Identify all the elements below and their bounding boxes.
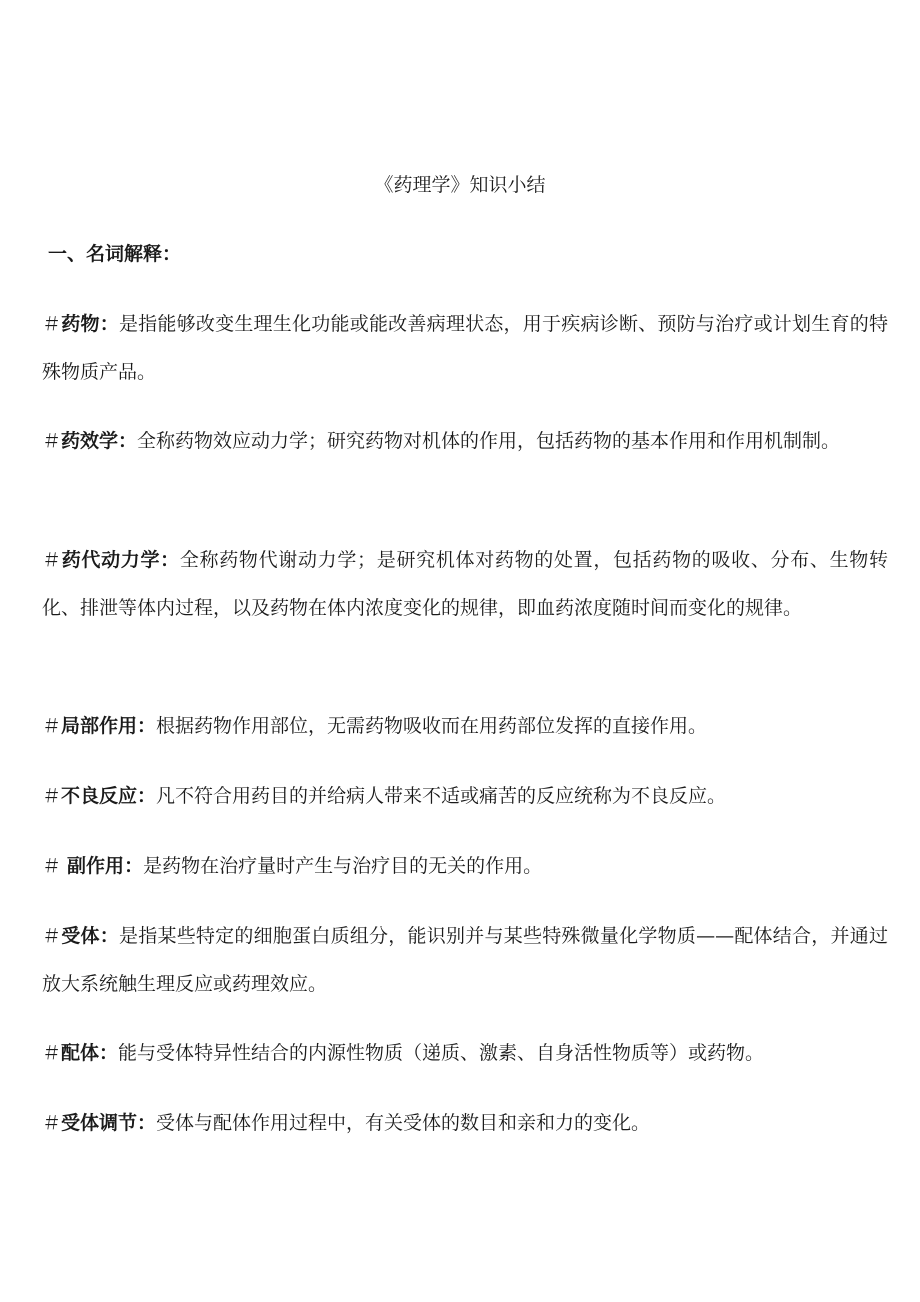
- entry-definition: 全称药物效应动力学；研究药物对机体的作用，包括药物的基本作用和作用机制制。: [137, 430, 841, 452]
- definition-entry-local-action: [42, 703, 888, 751]
- entry-separator: ：: [118, 430, 138, 452]
- entry-separator: ：: [124, 855, 144, 877]
- entry-marker: ＃: [42, 430, 62, 452]
- entry-separator: ：: [99, 1042, 119, 1064]
- entry-definition: 受体与配体作用过程中，有关受体的数目和亲和力的变化。: [156, 1112, 651, 1134]
- entry-marker: ＃: [42, 549, 62, 571]
- definition-entry-pharmacodynamics: [42, 418, 888, 466]
- entry-definition: 根据药物作用部位，无需药物吸收而在用药部位发挥的直接作用。: [156, 715, 708, 737]
- definition-entry-side-effect: [42, 843, 888, 891]
- section-heading: 一、名词解释：: [48, 243, 182, 265]
- entry-marker: ＃: [42, 313, 62, 335]
- entry-term: 药物: [61, 313, 100, 335]
- document-title: 《药理学》知识小结: [374, 174, 546, 196]
- entry-definition: 是药物在治疗量时产生与治疗目的无关的作用。: [143, 855, 543, 877]
- entry-definition: 是指能够改变生理生化功能或能改善病理状态，用于疾病诊断、预防与治疗或计划生育的特殊物质产品。: [42, 313, 888, 383]
- entry-separator: ：: [160, 549, 180, 571]
- entry-marker: ＃: [42, 785, 62, 807]
- definition-entry-receptor-regulation: [42, 1100, 888, 1148]
- entry-marker: ＃: [42, 925, 62, 947]
- entry-term: 配体: [61, 1042, 100, 1064]
- entry-separator: ：: [99, 313, 119, 335]
- entry-term: 药效学: [61, 430, 119, 452]
- definition-entry-drug: [42, 301, 888, 396]
- definition-entry-adverse-reaction: [42, 773, 888, 821]
- definition-entry-pharmacokinetics: [42, 537, 888, 632]
- entry-marker: ＃: [42, 715, 62, 737]
- entry-term: 药代动力学: [61, 549, 161, 571]
- entry-separator: ：: [137, 715, 157, 737]
- entry-separator: ：: [99, 925, 119, 947]
- entry-term: 副作用: [67, 855, 125, 877]
- entry-marker: ＃: [42, 1042, 62, 1064]
- entry-definition: 是指某些特定的细胞蛋白质组分，能识别并与某些特殊微量化学物质——配体结合，并通过放大系统触生理反应或药理效应。: [42, 925, 888, 995]
- entry-definition: 能与受体特异性结合的内源性物质（递质、激素、自身活性物质等）或药物。: [118, 1042, 765, 1064]
- entry-term: 不良反应: [61, 785, 138, 807]
- entry-term: 受体: [61, 925, 100, 947]
- definition-entry-ligand: [42, 1030, 888, 1078]
- entry-term: 局部作用: [61, 715, 138, 737]
- entry-definition: 凡不符合用药目的并给病人带来不适或痛苦的反应统称为不良反应。: [156, 785, 727, 807]
- entry-term: 受体调节: [61, 1112, 138, 1134]
- definition-entry-receptor: [42, 913, 888, 1008]
- entry-separator: ：: [137, 1112, 157, 1134]
- entry-definition: 全称药物代谢动力学；是研究机体对药物的处置，包括药物的吸收、分布、生物转化、排泄等体内过程，以及药物在体内浓度变化的规律，即血药浓度随时间而变化的规律。: [42, 549, 888, 619]
- entry-marker: ＃: [42, 1112, 62, 1134]
- entry-separator: ：: [137, 785, 157, 807]
- entry-marker: ＃: [42, 855, 68, 877]
